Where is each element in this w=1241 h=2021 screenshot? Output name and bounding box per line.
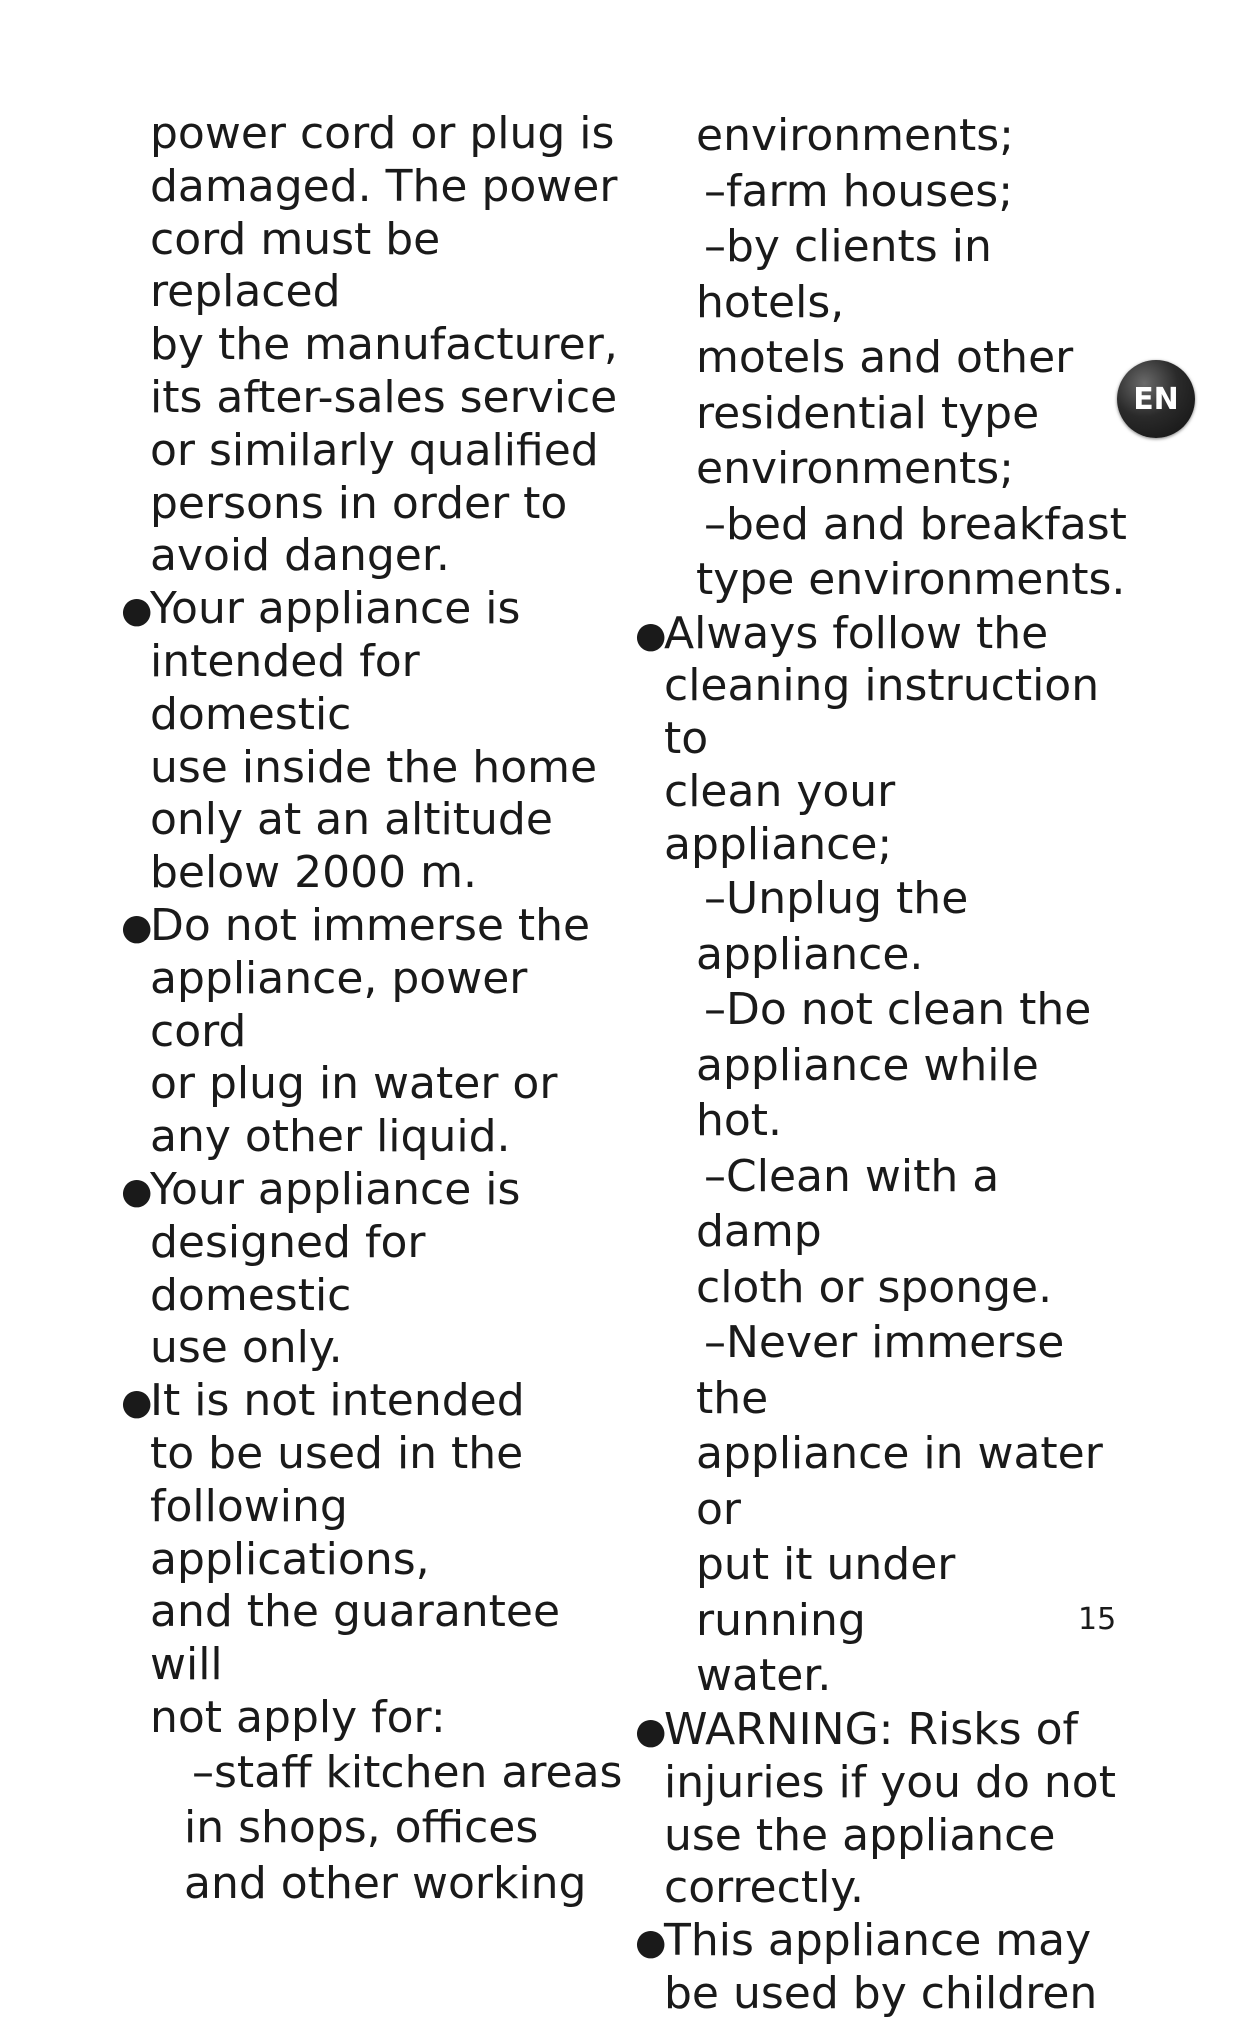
sub-item-text: –Never immerse the appliance in water or put it under running water. [696, 1317, 1103, 1702]
bullet-icon: ● [121, 590, 153, 632]
bullet-text: Your appliance is intended for domestic use inside the home only at an altitude below 2000 m. [150, 583, 598, 899]
bullet-icon: ● [121, 906, 153, 948]
bullet-text: It is not intended to be used in the following applications, and the guarantee will not apply for: [150, 1375, 561, 1743]
bullet-item [635, 1703, 1134, 1915]
bullet-icon: ● [121, 1170, 153, 1212]
sub-item-text: –farm houses; [704, 165, 1014, 217]
bullet-text: Always follow the cleaning instruction to clean your appliance; [664, 607, 1100, 870]
bullet-icon: ● [635, 1710, 667, 1752]
left-column [121, 108, 630, 1911]
bullet-item [121, 899, 630, 1164]
sub-item-text: –by clients in hotels, motels and other residential type environments; [696, 221, 1074, 494]
bullet-item [121, 1163, 630, 1375]
bullet-icon: ● [121, 1382, 153, 1424]
bullet-icon: ● [635, 614, 667, 656]
sub-item-text: –bed and breakfast type environments. [696, 498, 1127, 605]
bullet-text: WARNING: Risks of injuries if you do not use the appliance correctly. [664, 1703, 1116, 1914]
sub-item-text: –Clean with a damp cloth or sponge. [696, 1150, 1053, 1313]
sub-item-text: –Do not clean the appliance while hot. [696, 984, 1092, 1147]
sub-item-continuation: environments; [696, 110, 1014, 161]
bullet-text: Your appliance is designed for domestic use only. [150, 1163, 521, 1374]
language-badge: EN [1117, 360, 1195, 438]
page-number: 15 [1078, 1602, 1117, 1637]
bullet-item [121, 1375, 630, 1745]
bullet-text: Do not immerse the appliance, power cord or plug in water or any other liquid. [150, 899, 591, 1163]
intro-paragraph: power cord or plug is damaged. The power cord must be replaced by the manufacturer, its after-sales service or similarly qualified persons in order to avoid danger. [150, 108, 618, 582]
right-column [635, 108, 1134, 2021]
bullet-text: This appliance may be used by children [664, 1915, 1098, 2019]
sub-item-text: –Unplug the appliance. [696, 873, 969, 980]
sub-item-text: –staff kitchen areas in shops, offices and other working [184, 1746, 623, 1909]
bullet-icon: ● [635, 1922, 667, 1964]
bullet-item [635, 607, 1134, 872]
bullet-item [121, 583, 630, 900]
bullet-item [635, 1915, 1134, 2021]
